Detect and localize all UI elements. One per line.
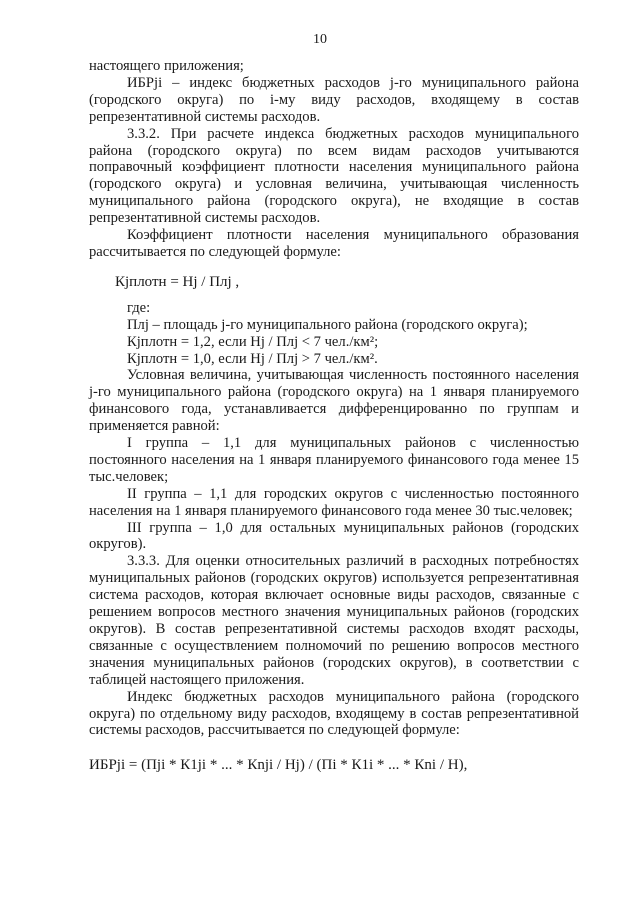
legend-area: Плj – площадь j-го муниципального района (городского округа);: [127, 316, 528, 333]
page-body: [89, 58, 579, 774]
paragraph-appendix-tail: настоящего приложения;: [89, 58, 244, 74]
where-label: где:: [127, 299, 151, 316]
paragraph-group-2: II группа – 1,1 для городских округов с численностью постоянного населения на 1 января планируемого финансового года менее 30 тыс.человек;: [89, 485, 579, 519]
formula-budget-expense-index: ИБРji = (Пji * К1ji * ... * Кnji / Нj) / (Пi * К1i * ... * Кni / Н),: [89, 757, 468, 774]
paragraph-conditional-value: Условная величина, учитывающая численность постоянного населения j-го муниципального района (городского округа) на 1 января планируемого финансового года, устанавливается дифференцированно по группам и применяется равной:: [89, 367, 579, 435]
page-number: 10: [313, 32, 327, 47]
legend-k-high: Кjплотн = 1,2, если Нj / Плj < 7 чел./км²;: [127, 333, 379, 350]
paragraph-ibr-definition: ИБРji – индекс бюджетных расходов j-го муниципального района (городского округа) по i-му виду расходов, входящему в состав репрезентативной системы расходов.: [89, 74, 579, 125]
paragraph-group-1: I группа – 1,1 для муниципальных районов с численностью постоянного населения на 1 января планируемого финансового года менее 15 тыс.человек;: [89, 435, 579, 485]
formula-density-coefficient: Кjплотн = Нj / Плj ,: [115, 273, 240, 290]
paragraph-3-3-2: 3.3.2. При расчете индекса бюджетных расходов муниципального района (городского округа) по всем видам расходов учитываются поправочный коэффициент плотности населения муниципального района (городского округа) и условная величина, учитывающая численность муниципального района (городского округа), не входящие в состав репрезентативной системы расходов.: [89, 125, 579, 227]
legend-k-low: Кjплотн = 1,0, если Нj / Плj > 7 чел./км².: [127, 350, 378, 367]
paragraph-3-3-3: 3.3.3. Для оценки относительных различий в расходных потребностях муниципальных районов (городских округов) используется репрезентативная система расходов, которая включает основные виды расходов, связанные с решением вопросов местного значения муниципальных районов (городских округов). В состав репрезентативной системы расходов входят расходы, связанные с осуществлением полномочий по решению вопросов местного значения муниципальных районов (городских округов), в соответствии с таблицей настоящего приложения.: [89, 553, 579, 688]
paragraph-group-3: III группа – 1,0 для остальных муниципальных районов (городских округов).: [89, 519, 579, 553]
paragraph-index-intro: Индекс бюджетных расходов муниципального района (городского округа) по отдельному виду расходов, входящему в состав репрезентативной системы расходов, рассчитывается по следующей формуле:: [89, 688, 579, 739]
paragraph-density-intro: Коэффициент плотности населения муниципального образования рассчитывается по следующей формуле:: [89, 227, 579, 260]
